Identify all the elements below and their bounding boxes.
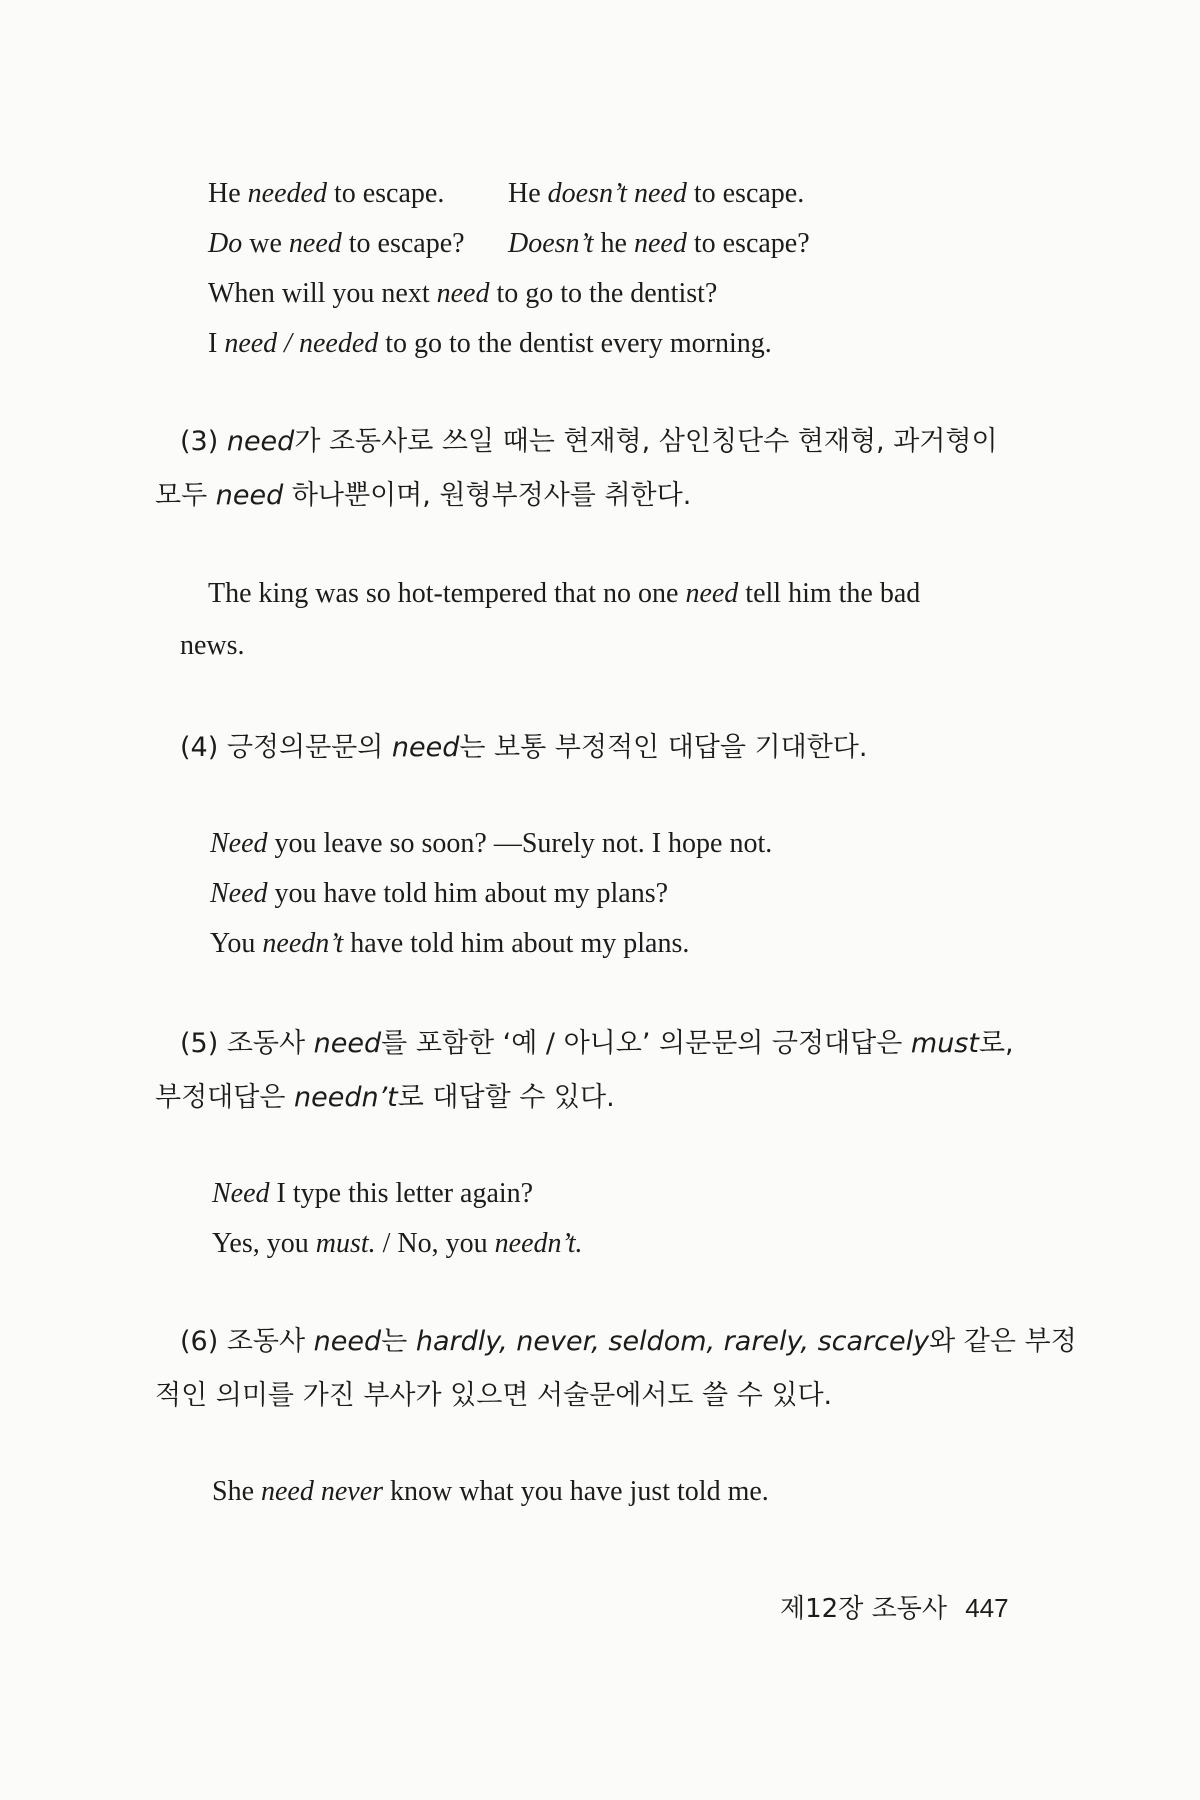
italic-term: need [685,578,739,609]
example-line [212,1180,533,1208]
example-line [212,1230,583,1258]
text-run: tell him the bad [738,578,921,609]
rule-5-line-1 [180,1030,1014,1057]
text-run: (3) [180,426,227,457]
text-run: 하나뿐이며, 원형부정사를 취한다. [283,480,692,511]
text-run: He [208,178,248,209]
italic-term: must [910,1028,979,1059]
example-line [208,580,920,608]
rule-3-line-2 [155,482,691,509]
text-run: to escape? [686,228,810,259]
text-run: 를 포함한 ‘예 / 아니오’ 의문문의 긍정대답은 [381,1028,911,1059]
italic-term: Need [212,1178,270,1209]
italic-term: Doesn’t [508,228,594,259]
example-line [208,180,444,208]
text-run: He [508,178,548,209]
text-run: 적인 의미를 가진 부사가 있으면 서술문에서도 쓸 수 있다. [155,1380,833,1411]
italic-term: hardly, never, seldom, rarely, scarcely [415,1326,930,1357]
page-footer [780,1588,1009,1625]
italic-term: need never [261,1476,384,1507]
text-run: (4) 긍정의문문의 [180,732,392,763]
italic-term: need [313,1028,382,1059]
text-run: we [242,228,289,259]
italic-term: must. [315,1228,376,1259]
chapter-label: 제12장 조동사 [780,1594,947,1624]
text-run: to go to the dentist every morning. [378,328,772,359]
italic-term: need [288,228,342,259]
italic-term: Need [210,828,268,859]
example-line [212,1478,769,1506]
rule-3-line-1 [180,428,998,455]
text-run: / No, you [375,1228,495,1259]
italic-term: doesn’t need [547,178,687,209]
rule-6-line-2 [155,1382,832,1409]
text-run: 모두 [155,480,216,511]
italic-term: need [226,426,295,457]
example-line [508,230,810,258]
text-run: When will you next [208,278,437,309]
text-run: (6) 조동사 [180,1326,314,1357]
example-line [210,830,772,858]
italic-term: Do [208,228,243,259]
text-run: 부정대답은 [155,1082,294,1113]
example-line [208,280,717,308]
page-number: 447 [965,1593,1009,1623]
text-run: 는 [381,1326,416,1357]
text-run: he [593,228,634,259]
text-run: 는 보통 부정적인 대답을 기대한다. [459,732,868,763]
text-run: have told him about my plans. [343,928,690,959]
italic-term: need [436,278,490,309]
italic-term: need [633,228,687,259]
italic-term: need [391,732,460,763]
text-run: know what you have just told me. [383,1476,769,1507]
rule-4 [180,734,867,761]
example-line [180,632,245,660]
rule-6-line-1 [180,1328,1077,1355]
text-run: news. [180,630,245,661]
text-run: you leave so soon? —Surely not. I hope not. [267,828,773,859]
example-line [208,330,772,358]
text-run: I [208,328,225,359]
text-run: Yes, you [212,1228,316,1259]
text-run: 가 조동사로 쓰일 때는 현재형, 삼인칭단수 현재형, 과거형이 [294,426,998,457]
italic-term: need [215,480,284,511]
text-run: 로 대답할 수 있다. [397,1082,615,1113]
italic-term: Need [210,878,268,909]
example-line [508,180,804,208]
text-run: to escape. [686,178,805,209]
text-run: (5) 조동사 [180,1028,314,1059]
example-line [208,230,465,258]
italic-term: needn’t [262,928,344,959]
italic-term: needed [247,178,327,209]
text-run: You [210,928,263,959]
text-run: to escape? [341,228,465,259]
text-run: 와 같은 부정 [929,1326,1077,1357]
text-run: you have told him about my plans? [267,878,669,909]
text-run: 로, [978,1028,1014,1059]
italic-term: needn’t [294,1082,398,1113]
rule-5-line-2 [155,1084,615,1111]
italic-term: need [313,1326,382,1357]
text-run: to go to the dentist? [489,278,718,309]
example-line [210,880,668,908]
text-run: I type this letter again? [269,1178,534,1209]
text-run: The king was so hot-tempered that no one [208,578,686,609]
text-run: to escape. [326,178,445,209]
italic-term: needn’t. [494,1228,583,1259]
text-run: She [212,1476,261,1507]
italic-term: need / needed [224,328,379,359]
example-line [210,930,689,958]
